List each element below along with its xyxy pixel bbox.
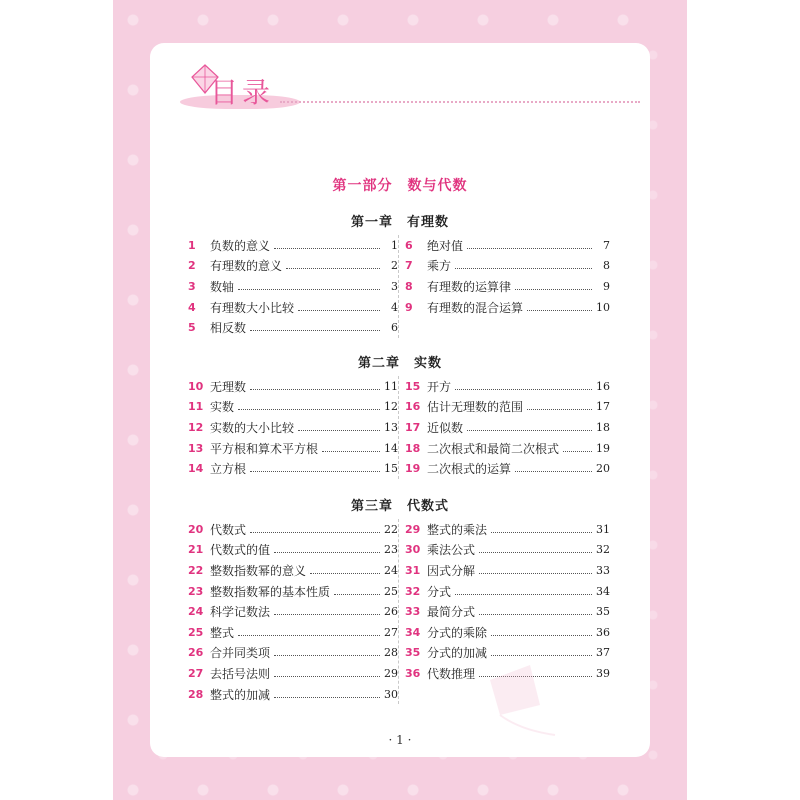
- dot-leader: [286, 268, 380, 269]
- entry-page: 10: [596, 300, 610, 314]
- dot-leader: [467, 248, 592, 249]
- dot-leader: [491, 532, 592, 533]
- entry-number: 2: [188, 259, 196, 273]
- entry-title: 整式的乘法: [427, 522, 488, 537]
- dot-leader: [515, 289, 592, 290]
- dot-leader: [250, 389, 380, 390]
- dot-leader: [515, 471, 592, 472]
- toc-entry[interactable]: [405, 519, 610, 540]
- entry-page: 39: [596, 666, 610, 680]
- page-number: · 1 ·: [388, 733, 412, 747]
- toc-entry[interactable]: [405, 397, 610, 418]
- dot-leader: [274, 697, 380, 698]
- entry-number: 28: [188, 687, 204, 701]
- dot-leader: [527, 310, 592, 311]
- toc-entry[interactable]: [188, 235, 398, 256]
- entry-page: 29: [384, 666, 398, 680]
- entry-page: 22: [384, 522, 398, 536]
- entry-number: 23: [188, 584, 204, 598]
- toc-entry[interactable]: [405, 276, 610, 297]
- dot-leader: [274, 614, 380, 615]
- entry-page: 19: [596, 441, 610, 455]
- entry-number: 32: [405, 584, 421, 598]
- entry-title: 数轴: [210, 279, 235, 294]
- entry-number: 12: [188, 420, 204, 434]
- dot-leader: [322, 451, 380, 452]
- entry-page: 1: [391, 238, 398, 252]
- toc-entry[interactable]: [188, 297, 398, 318]
- entry-number: 4: [188, 300, 196, 314]
- entry-page: 32: [596, 543, 610, 557]
- entry-title: 代数式的值: [210, 543, 271, 558]
- chapter-title: 第一章 有理数: [350, 215, 449, 230]
- dot-leader: [491, 635, 592, 636]
- dot-leader: [250, 330, 380, 331]
- toc-entry[interactable]: [405, 601, 610, 622]
- dot-leader: [479, 573, 592, 574]
- entry-page: 26: [384, 605, 398, 619]
- entry-title: 最简分式: [427, 605, 476, 620]
- dot-leader: [455, 268, 592, 269]
- toc-entry[interactable]: [405, 560, 610, 581]
- entry-page: 6: [391, 321, 398, 335]
- entry-number: 5: [188, 321, 196, 335]
- toc-entry[interactable]: [405, 376, 610, 397]
- entry-number: 13: [188, 441, 204, 455]
- entry-number: 27: [188, 666, 204, 680]
- dot-leader: [274, 655, 380, 656]
- entry-number: 20: [188, 522, 204, 536]
- entry-number: 3: [188, 279, 196, 293]
- toc-entry[interactable]: [405, 297, 610, 318]
- entry-title: 估计无理数的范围: [427, 400, 524, 415]
- dot-leader: [527, 409, 592, 410]
- entry-page: 15: [384, 462, 398, 476]
- entry-title: 代数推理: [427, 666, 476, 681]
- toc-entry[interactable]: [188, 560, 398, 581]
- toc-entry[interactable]: [188, 397, 398, 418]
- dot-leader: [310, 573, 380, 574]
- entry-page: 25: [384, 584, 398, 598]
- entry-title: 分式: [427, 584, 452, 599]
- entry-number: 15: [405, 379, 421, 393]
- entry-number: 33: [405, 605, 421, 619]
- dot-leader: [479, 552, 592, 553]
- entry-number: 1: [188, 238, 196, 252]
- entry-page: 18: [596, 420, 610, 434]
- entry-number: 24: [188, 605, 204, 619]
- entry-number: 26: [188, 646, 204, 660]
- entry-number: 6: [405, 238, 413, 252]
- entry-page: 23: [384, 543, 398, 557]
- entry-page: 34: [596, 584, 610, 598]
- toc-entry[interactable]: [405, 458, 610, 479]
- entry-page: 11: [384, 379, 398, 393]
- entry-title: 整式的加减: [210, 687, 271, 702]
- entry-title: 代数式: [210, 522, 247, 537]
- dot-leader: [455, 389, 592, 390]
- entry-number: 9: [405, 300, 413, 314]
- entry-number: 30: [405, 543, 421, 557]
- toc-entry[interactable]: [188, 540, 398, 561]
- entry-title: 平方根和算术平方根: [210, 441, 319, 456]
- entry-number: 11: [188, 400, 204, 414]
- entry-page: 31: [596, 522, 610, 536]
- entry-page: 27: [384, 625, 398, 639]
- dot-leader: [479, 614, 592, 615]
- dot-leader: [298, 310, 380, 311]
- toc-entry[interactable]: [188, 519, 398, 540]
- entry-page: 7: [603, 238, 610, 252]
- entry-title: 开方: [427, 379, 452, 394]
- entry-title: 有理数的意义: [210, 259, 283, 274]
- entry-title: 二次根式和最简二次根式: [427, 441, 560, 456]
- dot-leader: [298, 430, 380, 431]
- toc-title: 目录: [210, 76, 275, 109]
- entry-title: 相反数: [210, 321, 247, 336]
- entry-page: 20: [596, 462, 610, 476]
- toc-entry[interactable]: [188, 458, 398, 479]
- entry-number: 22: [188, 563, 204, 577]
- entry-number: 8: [405, 279, 413, 293]
- entry-number: 36: [405, 666, 421, 680]
- entry-number: 16: [405, 400, 421, 414]
- entry-title: 立方根: [210, 462, 247, 477]
- dot-leader: [250, 532, 380, 533]
- entry-page: 28: [384, 646, 398, 660]
- entry-page: 33: [596, 563, 610, 577]
- chapter-title: 第三章 代数式: [350, 499, 449, 514]
- entry-page: 24: [384, 563, 398, 577]
- entry-title: 近似数: [427, 420, 464, 435]
- entry-page: 37: [596, 646, 610, 660]
- entry-page: 4: [391, 300, 398, 314]
- toc-entry[interactable]: [405, 256, 610, 277]
- dot-leader: [274, 676, 380, 677]
- toc-entry[interactable]: [188, 663, 398, 684]
- entry-page: 9: [603, 279, 610, 293]
- dot-leader: [334, 594, 380, 595]
- dot-leader: [274, 248, 380, 249]
- toc-entry[interactable]: [405, 581, 610, 602]
- chapter-1-left-column: [188, 235, 399, 338]
- entry-page: 30: [384, 687, 398, 701]
- toc-entry[interactable]: [188, 643, 398, 664]
- entry-title: 无理数: [210, 379, 247, 394]
- entry-number: 35: [405, 646, 421, 660]
- entry-number: 21: [188, 543, 204, 557]
- chapter-3-left-column: [188, 519, 399, 704]
- chapter-title: 第二章 实数: [357, 356, 442, 371]
- entry-number: 14: [188, 462, 204, 476]
- entry-page: 3: [391, 279, 398, 293]
- toc-entry[interactable]: [405, 622, 610, 643]
- header-dotted-rule: [280, 101, 640, 103]
- part-title: 第一部分 数与代数: [332, 178, 468, 194]
- toc-entry[interactable]: [405, 438, 610, 459]
- chapter-2-right-column: [405, 376, 610, 479]
- entry-page: 16: [596, 379, 610, 393]
- dot-leader: [238, 289, 380, 290]
- toc-header: [180, 55, 640, 115]
- chapter-2-left-column: [188, 376, 399, 479]
- dot-leader: [563, 451, 592, 452]
- dot-leader: [238, 635, 380, 636]
- entry-title: 去括号法则: [210, 666, 271, 681]
- chapter-1-right-column: [405, 235, 610, 317]
- dot-leader: [274, 552, 380, 553]
- entry-title: 乘方: [427, 259, 452, 274]
- entry-title: 有理数的混合运算: [427, 300, 524, 315]
- entry-title: 科学记数法: [210, 605, 271, 620]
- toc-entry[interactable]: [188, 581, 398, 602]
- entry-title: 实数: [210, 400, 235, 415]
- toc-entry[interactable]: [188, 417, 398, 438]
- toc-entry[interactable]: [188, 684, 398, 705]
- toc-entry[interactable]: [188, 256, 398, 277]
- entry-title: 分式的加减: [427, 646, 488, 661]
- entry-page: 8: [603, 259, 610, 273]
- entry-number: 25: [188, 625, 204, 639]
- dot-leader: [250, 471, 380, 472]
- toc-entry[interactable]: [188, 622, 398, 643]
- entry-number: 29: [405, 522, 421, 536]
- dot-leader: [238, 409, 380, 410]
- entry-title: 有理数的运算律: [427, 279, 512, 294]
- toc-entry[interactable]: [188, 276, 398, 297]
- entry-title: 合并同类项: [210, 646, 271, 661]
- entry-page: 13: [384, 420, 398, 434]
- entry-title: 分式的乘除: [427, 625, 488, 640]
- toc-entry[interactable]: [188, 438, 398, 459]
- toc-entry[interactable]: [405, 417, 610, 438]
- entry-title: 负数的意义: [210, 238, 271, 253]
- entry-page: 35: [596, 605, 610, 619]
- entry-number: 31: [405, 563, 421, 577]
- entry-number: 18: [405, 441, 421, 455]
- entry-title: 乘法公式: [427, 543, 476, 558]
- dot-leader: [491, 655, 592, 656]
- entry-page: 14: [384, 441, 398, 455]
- entry-title: 实数的大小比较: [210, 420, 295, 435]
- entry-number: 17: [405, 420, 421, 434]
- entry-title: 二次根式的运算: [427, 462, 512, 477]
- dot-leader: [455, 594, 592, 595]
- entry-number: 19: [405, 462, 421, 476]
- entry-title: 绝对值: [427, 238, 464, 253]
- entry-title: 有理数大小比较: [210, 300, 295, 315]
- entry-page: 12: [384, 400, 398, 414]
- entry-title: 整数指数幂的基本性质: [210, 584, 331, 599]
- entry-page: 17: [596, 400, 610, 414]
- toc-entry[interactable]: [405, 235, 610, 256]
- entry-number: 10: [188, 379, 204, 393]
- entry-number: 7: [405, 259, 413, 273]
- entry-title: 因式分解: [427, 563, 476, 578]
- toc-entry[interactable]: [188, 376, 398, 397]
- entry-title: 整数指数幂的意义: [210, 563, 307, 578]
- entry-number: 34: [405, 625, 421, 639]
- entry-page: 36: [596, 625, 610, 639]
- toc-entry[interactable]: [188, 317, 398, 338]
- entry-title: 整式: [210, 625, 235, 640]
- toc-entry[interactable]: [188, 601, 398, 622]
- toc-entry[interactable]: [405, 540, 610, 561]
- entry-page: 2: [391, 259, 398, 273]
- dot-leader: [467, 430, 592, 431]
- kite-watermark-icon: [470, 660, 560, 740]
